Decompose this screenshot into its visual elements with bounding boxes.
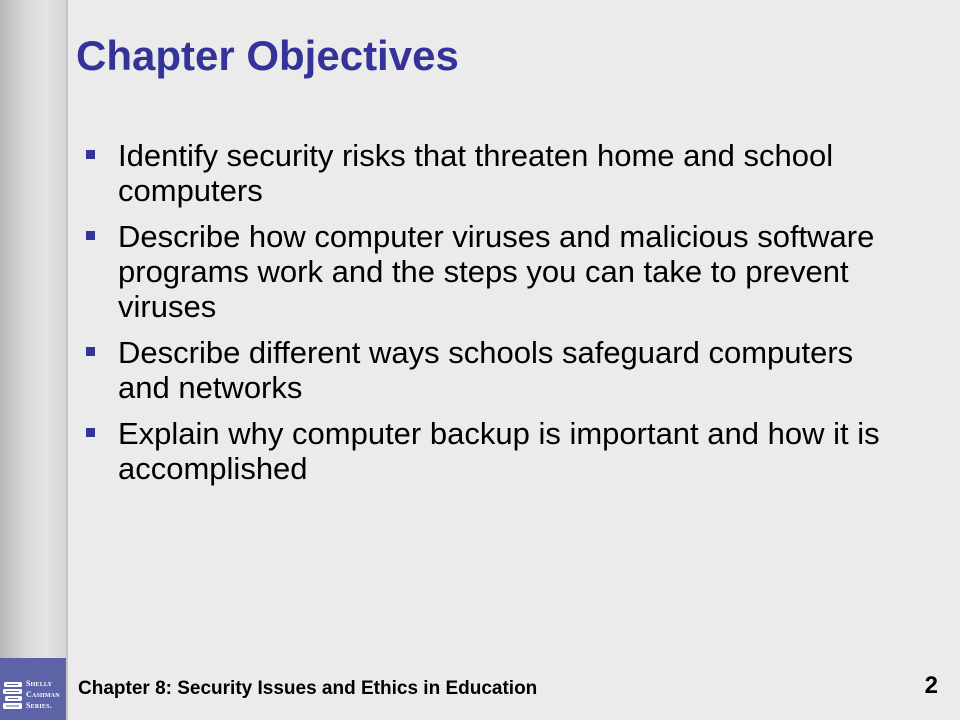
objectives-list — [84, 138, 904, 497]
logo-line-3: Series. — [26, 701, 52, 710]
shelly-cashman-logo — [0, 658, 66, 720]
logo-line-2: Cashman — [26, 690, 60, 699]
book-stack-icon — [2, 680, 24, 712]
objective-item — [84, 416, 904, 486]
objective-text: Explain why computer backup is important and how it is accomplished — [118, 416, 880, 486]
objective-item — [84, 138, 904, 208]
square-bullet-icon — [86, 231, 95, 240]
logo-text — [26, 678, 66, 711]
square-bullet-icon — [86, 347, 95, 356]
objective-text: Describe how computer viruses and malicious software programs work and the steps you can take to prevent viruses — [118, 219, 875, 324]
left-decorative-bar — [0, 0, 66, 720]
square-bullet-icon — [86, 428, 95, 437]
square-bullet-icon — [86, 150, 95, 159]
slide-footer: Chapter 8: Security Issues and Ethics in Education — [78, 678, 538, 699]
slide-title: Chapter Objectives — [76, 32, 459, 79]
objective-item — [84, 219, 904, 324]
page-number: 2 — [924, 672, 938, 699]
left-bar-divider — [66, 0, 68, 720]
logo-line-1: Shelly — [26, 679, 53, 688]
objective-item — [84, 335, 904, 405]
objective-text: Identify security risks that threaten home and school computers — [118, 138, 834, 208]
objective-text: Describe different ways schools safeguard computers and networks — [118, 335, 854, 405]
